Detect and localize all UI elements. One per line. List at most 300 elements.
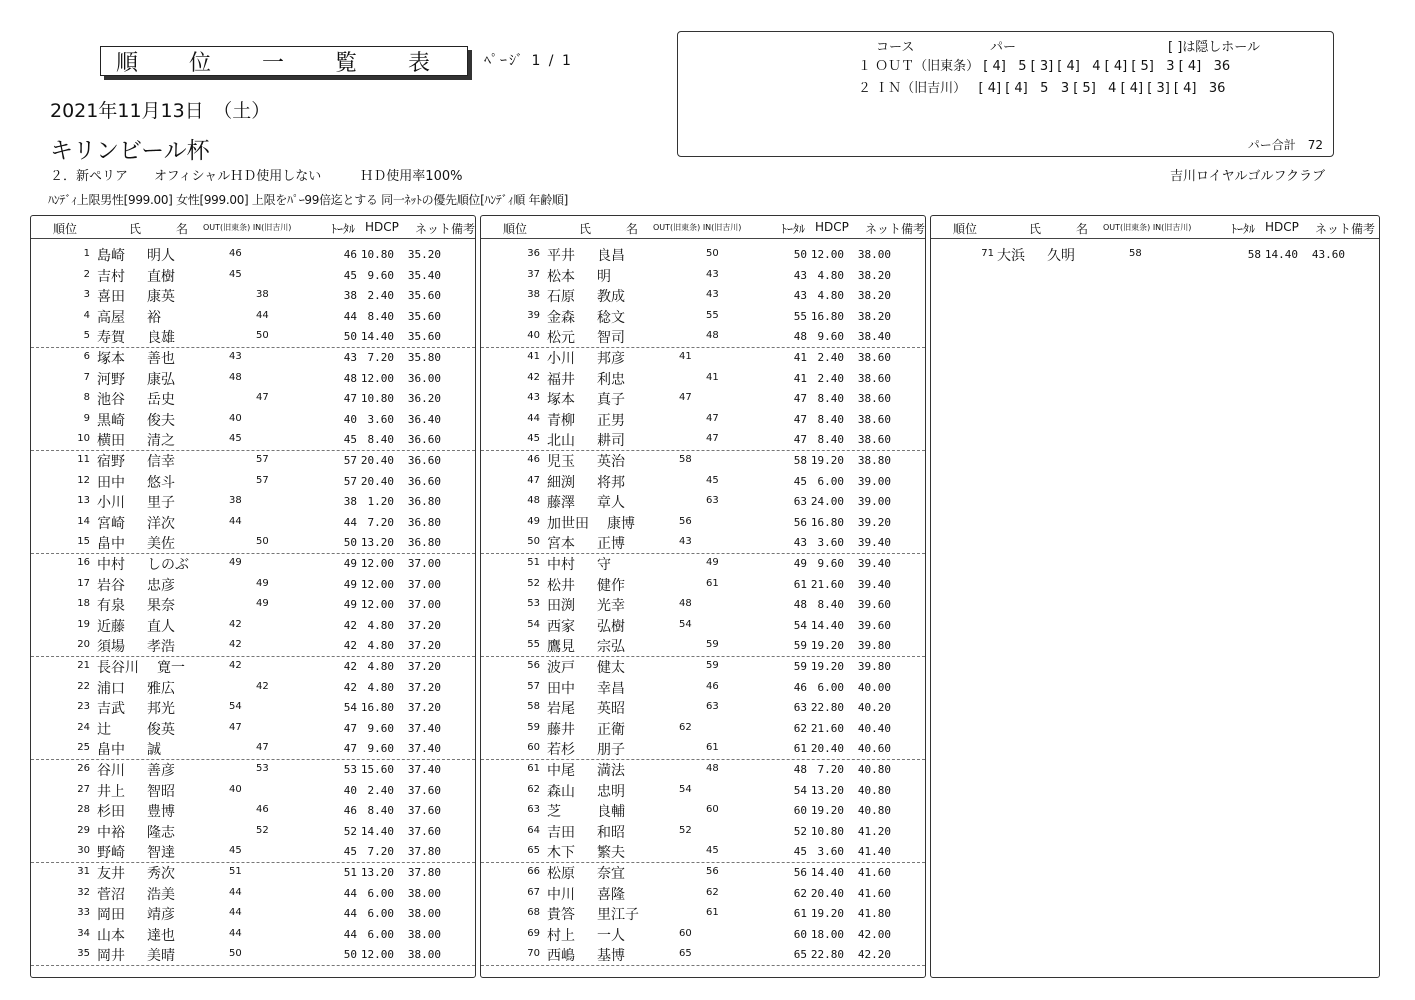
player-given-name: 健作 <box>597 577 625 594</box>
table-row <box>481 388 925 409</box>
player-surname: 田中 <box>547 680 575 697</box>
hdcp-value: 19.20 <box>810 804 844 818</box>
player-surname: 吉武 <box>97 701 125 718</box>
table-row <box>31 553 475 574</box>
net-score: 40.80 <box>857 804 891 818</box>
in-score: 50 <box>706 248 719 259</box>
player-given-name: 達也 <box>147 927 175 944</box>
rank: 30 <box>77 845 90 857</box>
rank: 4 <box>83 309 90 321</box>
hdcp-value: 8.40 <box>817 433 844 447</box>
column-header-name2: 名 <box>626 222 639 236</box>
table-row <box>31 306 475 327</box>
net-score: 39.60 <box>857 598 891 612</box>
table-row <box>481 821 925 842</box>
hdcp-value: 22.80 <box>810 948 844 962</box>
rank: 31 <box>77 866 90 877</box>
rank: 57 <box>527 680 540 692</box>
hdcp-value: 2.40 <box>367 783 394 797</box>
rank: 66 <box>527 866 540 877</box>
out-score: 42 <box>229 618 242 630</box>
rank: 23 <box>77 701 90 713</box>
hdcp-value: 7.20 <box>367 845 394 859</box>
total-score: 47 <box>343 392 357 406</box>
total-score: 41 <box>793 351 807 364</box>
rank: 39 <box>527 309 540 321</box>
rank: 33 <box>77 907 90 919</box>
table-row <box>31 574 475 595</box>
out-score: 56 <box>679 515 692 527</box>
hdcp-value: 4.80 <box>367 618 394 632</box>
player-surname: 岡井 <box>97 948 125 965</box>
player-given-name: 教成 <box>597 289 625 306</box>
hdcp-value: 19.20 <box>810 907 844 921</box>
table-row <box>31 780 475 801</box>
out-score: 47 <box>679 392 692 404</box>
player-surname: 畠中 <box>97 536 125 553</box>
net-score: 38.00 <box>407 927 441 941</box>
player-surname: 塚本 <box>97 351 125 367</box>
net-score: 38.00 <box>857 248 891 261</box>
rank: 19 <box>77 618 90 630</box>
player-given-name: 美晴 <box>147 948 175 965</box>
in-score: 61 <box>706 742 719 754</box>
total-score: 54 <box>793 783 807 797</box>
column-header-note: 備考 <box>901 222 926 236</box>
in-score: 43 <box>706 289 719 301</box>
in-score: 46 <box>706 680 719 692</box>
total-score: 42 <box>343 680 357 694</box>
rank: 64 <box>527 824 540 836</box>
total-score: 42 <box>343 660 357 673</box>
out-score: 48 <box>229 371 242 383</box>
total-score: 47 <box>343 721 357 735</box>
rank: 50 <box>527 536 540 548</box>
net-score: 39.80 <box>857 639 891 653</box>
rank: 6 <box>83 351 90 362</box>
rank: 1 <box>83 248 90 259</box>
rank: 34 <box>77 927 90 939</box>
total-score: 60 <box>793 804 807 818</box>
total-score: 61 <box>793 742 807 756</box>
table-row <box>481 450 925 471</box>
rank: 22 <box>77 680 90 692</box>
table-row <box>481 594 925 615</box>
total-score: 48 <box>793 598 807 612</box>
table-row <box>31 738 475 760</box>
hdcp-value: 14.40 <box>1264 248 1298 261</box>
table-row <box>31 677 475 698</box>
player-given-name: 康英 <box>147 289 175 306</box>
rank: 15 <box>77 536 90 548</box>
total-score: 61 <box>793 577 807 591</box>
column-header-rank: 順位 <box>503 222 528 236</box>
out-score: 40 <box>229 783 242 795</box>
in-score: 45 <box>706 474 719 486</box>
net-score: 39.00 <box>857 495 891 509</box>
hdcp-value: 12.00 <box>810 248 844 261</box>
rank: 14 <box>77 515 90 527</box>
player-surname: 貴答 <box>547 907 575 924</box>
player-surname: 宮本 <box>547 536 575 553</box>
total-score: 43 <box>343 351 357 364</box>
net-score: 40.80 <box>857 783 891 797</box>
player-given-name: 寛一 <box>157 660 185 676</box>
player-given-name: 基博 <box>597 948 625 965</box>
out-score: 46 <box>229 248 242 259</box>
total-score: 56 <box>793 866 807 879</box>
hdcp-value: 10.80 <box>360 392 394 406</box>
player-given-name: 良輔 <box>597 804 625 821</box>
hdcp-value: 8.40 <box>817 412 844 426</box>
table-row <box>31 347 475 368</box>
player-given-name: 章人 <box>597 495 625 512</box>
player-given-name: 智達 <box>147 845 175 862</box>
hdcp-value: 13.20 <box>360 866 394 879</box>
column-header-hdcp: HDCP <box>1265 220 1299 234</box>
rank: 40 <box>527 330 540 342</box>
table-row <box>31 821 475 842</box>
player-surname: 松本 <box>547 268 575 285</box>
player-given-name: 忠彦 <box>147 577 175 594</box>
hdcp-value: 14.40 <box>810 618 844 632</box>
table-row <box>481 512 925 533</box>
player-given-name: 孝浩 <box>147 639 175 656</box>
player-surname: 芝 <box>547 804 561 821</box>
column-header-net: ネット <box>1315 222 1352 236</box>
net-score: 35.20 <box>407 248 441 261</box>
rank: 26 <box>77 763 90 774</box>
player-given-name: 繁夫 <box>597 845 625 862</box>
net-score: 36.00 <box>407 371 441 385</box>
player-surname: 松元 <box>547 330 575 347</box>
player-given-name: 裕 <box>147 309 161 326</box>
out-score: 58 <box>679 454 692 465</box>
net-score: 43.60 <box>1311 248 1345 261</box>
player-surname: 近藤 <box>97 618 125 635</box>
player-given-name: 正衛 <box>597 721 625 738</box>
hdcp-value: 14.40 <box>360 824 394 838</box>
player-surname: 辻 <box>97 721 111 738</box>
player-given-name: 信幸 <box>147 454 175 470</box>
results-panel-1 <box>30 215 476 978</box>
player-given-name: 秀次 <box>147 866 175 882</box>
table-row <box>31 409 475 430</box>
total-score: 56 <box>793 515 807 529</box>
hdcp-value: 6.00 <box>367 907 394 921</box>
rank: 8 <box>83 392 90 404</box>
in-score: 43 <box>706 268 719 280</box>
rank: 18 <box>77 598 90 610</box>
player-surname: 井上 <box>97 783 125 800</box>
rank: 3 <box>83 289 90 301</box>
rank: 71 <box>981 248 994 259</box>
player-surname: 池谷 <box>97 392 125 409</box>
player-surname: 北山 <box>547 433 575 450</box>
total-score: 46 <box>343 804 357 818</box>
net-score: 41.60 <box>857 886 891 900</box>
rank: 20 <box>77 639 90 651</box>
total-score: 49 <box>343 557 357 570</box>
in-score: 48 <box>706 330 719 342</box>
player-given-name: 善也 <box>147 351 175 367</box>
rank: 52 <box>527 577 540 589</box>
hdcp-value: 9.60 <box>367 268 394 282</box>
rank: 46 <box>527 454 540 465</box>
player-given-name: 正男 <box>597 412 625 429</box>
rank: 56 <box>527 660 540 671</box>
player-surname: 吉村 <box>97 268 125 285</box>
table-header <box>931 216 1379 239</box>
player-given-name: 良雄 <box>147 330 175 347</box>
player-given-name: 俊英 <box>147 721 175 738</box>
player-given-name: 誠 <box>147 742 161 759</box>
net-score: 36.80 <box>407 536 441 550</box>
total-score: 44 <box>343 927 357 941</box>
player-surname: 寿賀 <box>97 330 125 347</box>
column-header-name2: 名 <box>1076 222 1089 236</box>
rank: 67 <box>527 886 540 898</box>
hdcp-value: 6.00 <box>817 474 844 488</box>
player-surname: 村上 <box>547 927 575 944</box>
total-score: 50 <box>793 248 807 261</box>
hdcp-value: 18.00 <box>810 927 844 941</box>
player-surname: 長谷川 <box>97 660 139 676</box>
column-header-rank: 順位 <box>53 222 78 236</box>
in-score: 61 <box>706 577 719 589</box>
rank: 54 <box>527 618 540 630</box>
out-score: 54 <box>229 701 242 713</box>
hdcp-value: 3.60 <box>367 412 394 426</box>
rank: 38 <box>527 289 540 301</box>
table-row <box>31 285 475 306</box>
column-header-outin: OUT(旧東条) IN(旧吉川) <box>653 223 742 232</box>
player-surname: 森山 <box>547 783 575 800</box>
player-surname: 藤井 <box>547 721 575 738</box>
player-given-name: 邦光 <box>147 701 175 718</box>
player-surname: 畠中 <box>97 742 125 759</box>
table-row <box>481 347 925 368</box>
player-given-name: 康弘 <box>147 371 175 388</box>
rank: 44 <box>527 412 540 424</box>
net-score: 37.20 <box>407 618 441 632</box>
table-row <box>481 677 925 698</box>
player-surname: 児玉 <box>547 454 575 470</box>
out-score: 45 <box>229 268 242 280</box>
rank: 68 <box>527 907 540 919</box>
hdcp-value: 7.20 <box>367 515 394 529</box>
hdcp-value: 16.80 <box>360 701 394 715</box>
net-score: 36.60 <box>407 474 441 488</box>
player-given-name: 稔文 <box>597 309 625 326</box>
rank: 27 <box>77 783 90 795</box>
table-row <box>481 862 925 883</box>
table-row <box>481 635 925 657</box>
player-given-name: 悠斗 <box>147 474 175 491</box>
net-score: 37.60 <box>407 783 441 797</box>
column-header-outin: OUT(旧東条) IN(旧吉川) <box>203 223 292 232</box>
player-given-name: 満法 <box>597 763 625 779</box>
player-given-name: 喜隆 <box>597 886 625 903</box>
rank: 60 <box>527 742 540 754</box>
hdcp-value: 4.80 <box>817 268 844 282</box>
net-score: 35.40 <box>407 268 441 282</box>
player-given-name: 岳史 <box>147 392 175 409</box>
rank: 63 <box>527 804 540 816</box>
out-score: 45 <box>229 845 242 857</box>
net-score: 39.00 <box>857 474 891 488</box>
player-surname: 石原 <box>547 289 575 306</box>
hdcp-value: 9.60 <box>817 330 844 344</box>
out-score: 43 <box>679 536 692 548</box>
event-date: 2021年11月13日 （土） <box>50 100 271 122</box>
player-surname: 中村 <box>547 557 575 573</box>
in-score: 45 <box>706 845 719 857</box>
out-score: 40 <box>229 412 242 424</box>
player-given-name: 洋次 <box>147 515 175 532</box>
out-score: 43 <box>229 351 242 362</box>
in-score: 41 <box>706 371 719 383</box>
hidden-hole-note: [ ]は隠しホール <box>1168 40 1261 55</box>
rank: 7 <box>83 371 90 383</box>
table-row <box>31 471 475 492</box>
out-score: 62 <box>679 721 692 733</box>
rank: 21 <box>77 660 90 671</box>
player-given-name: 英治 <box>597 454 625 470</box>
net-score: 35.60 <box>407 330 441 344</box>
column-header-name1: 氏 <box>1029 222 1042 236</box>
total-score: 49 <box>793 557 807 570</box>
player-given-name: 一人 <box>597 927 625 944</box>
net-score: 38.20 <box>857 289 891 303</box>
player-given-name: 朋子 <box>597 742 625 759</box>
player-given-name: 直樹 <box>147 268 175 285</box>
hdcp-value: 19.20 <box>810 454 844 467</box>
net-score: 40.80 <box>857 763 891 776</box>
player-given-name: 善彦 <box>147 763 175 779</box>
net-score: 36.40 <box>407 412 441 426</box>
player-surname: 岩谷 <box>97 577 125 594</box>
out-score: 44 <box>229 515 242 527</box>
net-score: 38.60 <box>857 351 891 364</box>
player-surname: 波戸 <box>547 660 575 676</box>
total-score: 45 <box>343 845 357 859</box>
net-score: 37.20 <box>407 660 441 673</box>
total-score: 55 <box>793 309 807 323</box>
net-score: 39.60 <box>857 618 891 632</box>
player-surname: 中川 <box>547 886 575 903</box>
table-row <box>481 656 925 677</box>
table-row <box>481 574 925 595</box>
table-row <box>481 306 925 327</box>
rank: 43 <box>527 392 540 404</box>
hdcp-value: 8.40 <box>367 804 394 818</box>
table-row <box>31 532 475 554</box>
column-header-outin: OUT(旧東条) IN(旧吉川) <box>1103 223 1192 232</box>
hdcp-value: 21.60 <box>810 721 844 735</box>
total-score: 52 <box>343 824 357 838</box>
in-score: 55 <box>706 309 719 321</box>
results-panel-3 <box>930 215 1380 978</box>
net-score: 38.60 <box>857 412 891 426</box>
player-given-name: 将邦 <box>597 474 625 491</box>
total-score: 42 <box>343 639 357 653</box>
course-header: コース <box>876 40 915 55</box>
in-score: 59 <box>706 639 719 651</box>
in-score: 47 <box>256 392 269 404</box>
table-row <box>481 615 925 636</box>
net-score: 37.60 <box>407 824 441 838</box>
net-score: 39.40 <box>857 536 891 550</box>
net-score: 42.00 <box>857 927 891 941</box>
in-score: 62 <box>706 886 719 898</box>
hdcp-value: 8.40 <box>817 598 844 612</box>
total-score: 46 <box>793 680 807 694</box>
net-score: 37.80 <box>407 845 441 859</box>
net-score: 36.80 <box>407 495 441 509</box>
net-score: 37.40 <box>407 763 441 776</box>
player-given-name: 明 <box>597 268 611 285</box>
table-row <box>481 841 925 863</box>
net-score: 39.80 <box>857 660 891 673</box>
player-surname: 中尾 <box>547 763 575 779</box>
column-header-total: ﾄｰﾀﾙ <box>331 222 356 236</box>
scoring-rule: ２．新ペリア オフィシャルＨＤ使用しない ＨＤ使用率100% <box>50 169 463 184</box>
rank: 28 <box>77 804 90 816</box>
total-score: 46 <box>343 248 357 261</box>
net-score: 35.60 <box>407 309 441 323</box>
player-given-name: 里子 <box>147 495 175 512</box>
net-score: 41.20 <box>857 824 891 838</box>
column-header-rank: 順位 <box>953 222 978 236</box>
rank: 37 <box>527 268 540 280</box>
column-header-note: 備考 <box>451 222 476 236</box>
table-row <box>481 471 925 492</box>
hdcp-value: 8.40 <box>817 392 844 406</box>
player-surname: 山本 <box>97 927 125 944</box>
in-score: 49 <box>256 577 269 589</box>
hdcp-value: 19.20 <box>810 639 844 653</box>
total-score: 44 <box>343 907 357 921</box>
table-row <box>481 409 925 430</box>
player-surname: 青柳 <box>547 412 575 429</box>
table-row <box>31 368 475 389</box>
results-panel-2 <box>480 215 926 978</box>
in-score: 56 <box>706 866 719 877</box>
player-surname: 松原 <box>547 866 575 882</box>
out-score: 44 <box>229 927 242 939</box>
rank: 10 <box>77 433 90 445</box>
player-surname: 島崎 <box>97 248 125 264</box>
net-score: 36.60 <box>407 454 441 467</box>
net-score: 37.20 <box>407 639 441 653</box>
player-surname: 西嶋 <box>547 948 575 965</box>
total-score: 47 <box>793 433 807 447</box>
table-row <box>481 738 925 760</box>
hdcp-value: 9.60 <box>817 557 844 570</box>
out-score: 45 <box>229 433 242 445</box>
rank: 45 <box>527 433 540 445</box>
table-row <box>31 388 475 409</box>
player-surname: 中村 <box>97 557 125 573</box>
rank: 35 <box>77 948 90 960</box>
in-score: 53 <box>256 763 269 774</box>
net-score: 41.60 <box>857 866 891 879</box>
total-score: 58 <box>1247 248 1261 261</box>
table-row <box>481 883 925 904</box>
total-score: 44 <box>343 309 357 323</box>
player-given-name: 奈宜 <box>597 866 625 882</box>
